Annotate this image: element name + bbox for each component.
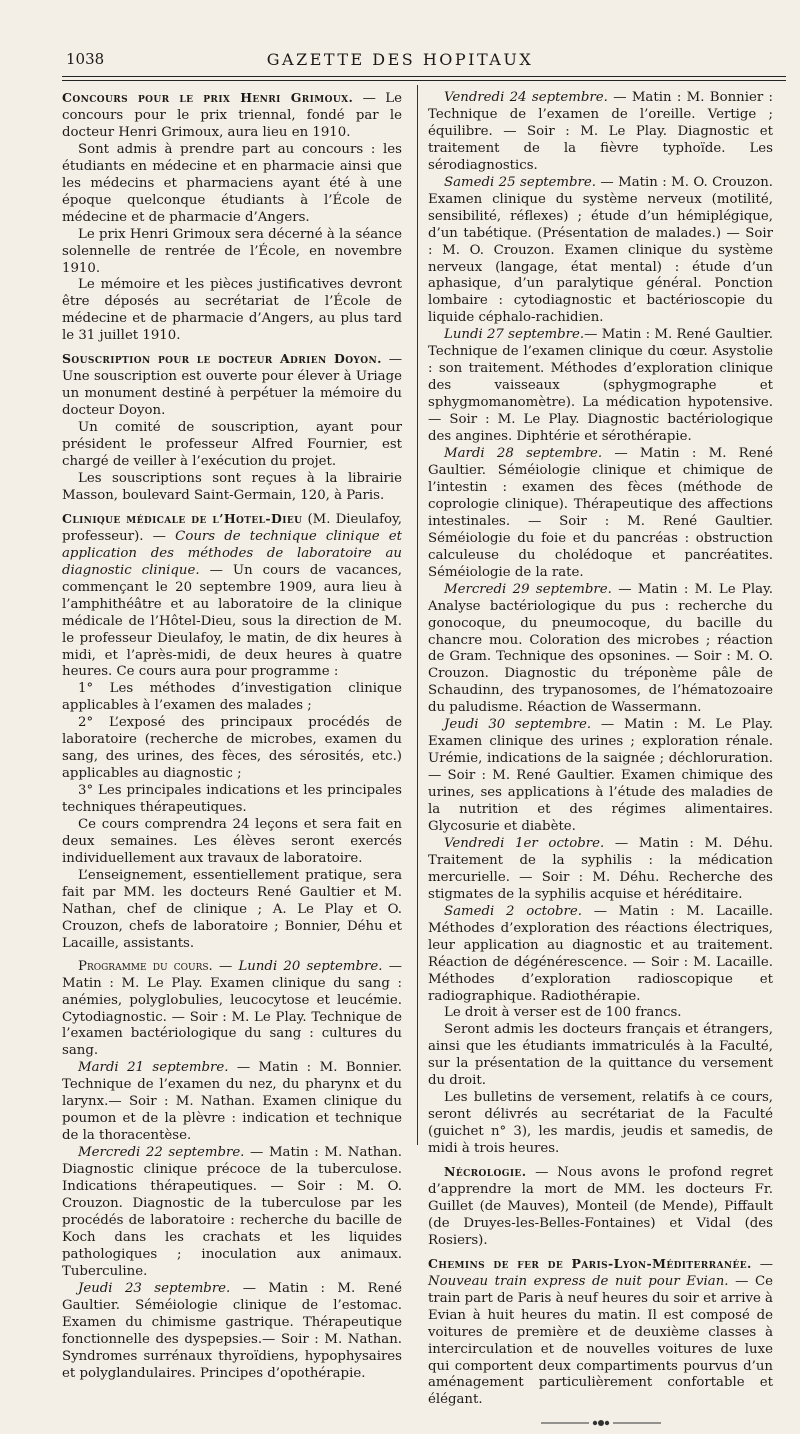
doyon-notice [62,351,402,420]
necrologie-notice [428,1164,773,1250]
day-text: — Matin : M. Le Play. Examen clinique des urines ; exploration rénale. Urémie, indications de la saignée ; déchloruration. — Soir : M. René Gaultier. Examen chimique des urines, ses applications à l’étude des maladies de la nutrition et des régimes alimentaires. Glycosurie et diabète. [428,717,773,834]
day-text: — Matin : M. René Gaultier. Séméiologie clinique de l’estomac. Examen du chimisme gastrique. Thérapeutique fonctionnelle des dyspepsies.— Soir : M. Nathan. Syndromes surrénaux thyroïdiens, hypophysaires et polyglandulaires. Principes d’opothérapie. [62,1280,402,1381]
day-date: Mercredi 29 septembre. [444,581,612,597]
programme-day: Programme du cours. — Lundi 20 septembre. — Matin : M. Le Play. Examen clinique du sang : anémies, polyglobulies, leucocytose et leucémie. Cytodiagnostic. — Soir : M. Le Play. Technique de l’examen bactériologique du sang : cultures du sang. [62,958,402,1059]
section-heading: Concours pour le prix Henri Grimoux. [62,90,354,105]
day-text: — Matin : M. Nathan. Diagnostic clinique précoce de la tuberculose. Indications thérapeutiques. — Soir : M. O. Crouzon. Diagnostic de la tuberculose par les procédés de laboratoire : recherche du bacille de Koch dans les crachats et les liquides pathologiques ; inoculation aux animaux. Tuberculine. [62,1145,402,1279]
programme-day [428,327,773,446]
day-text: — Matin : M. Déhu. Traitement de la syphilis : la médication mercurielle. — Soir : M. Déhu. Recherche des stigmates de la syphilis acquise et héréditaire. [428,835,773,902]
day-date: Lundi 27 septembre. [444,327,585,343]
paragraph: Le mémoire et les pièces justificatives devront être déposés au secrétariat de l’École de médecine et de pharmacie d’Angers, au plus tard le 31 juillet 1910. [62,277,402,344]
clinique-notice [62,511,402,682]
day-date: Jeudi 23 septembre. [78,1280,231,1296]
paragraph: Seront admis les docteurs français et étrangers, ainsi que les étudiants immatriculés à la Faculté, sur la présentation de la quittance du versement du droit. [428,1022,773,1089]
day-date: Mardi 28 septembre. [444,446,603,462]
section-heading: Programme du cours. [78,958,213,974]
day-text: — Matin : M. René Gaultier. Séméiologie clinique et chimique de l’intestin : examen des fèces (méthode de coprologie clinique). Thérapeutique des affections intestinales. — Soir : M. René Gaultier. Séméiologie du foie et du pancréas : obstruction calculeuse du cholédoque et pancréatites. Séméiologie de la rate. [428,446,773,580]
programme-day [428,582,773,718]
programme-day [428,836,773,904]
paragraph: Le prix Henri Grimoux sera décerné à la séance solennelle de rentrée de l’École, en novembre 1910. [62,226,402,276]
section-heading: Nécrologie. [444,1164,527,1180]
day-text: — Matin : M. Bonnier. Technique de l’examen du nez, du pharynx et du larynx.— Soir : M. Nathan. Examen clinique du poumon et de la plèvre : indication et technique de la thoracentèse. [62,1060,402,1144]
section-heading: Souscription pour le docteur Adrien Doyon. [62,351,382,367]
end-ornament-icon [428,1417,773,1434]
list-item: 2° L’exposé des principaux procédés de laboratoire (recherche de microbes, examen du sang, des urines, des fèces, des sérosités, etc.) applicables au diagnostic ; [62,715,402,782]
left-column [62,90,402,1382]
heading-dash: — [751,1256,773,1272]
paragraph-text: — Un cours de vacances, commençant le 20 septembre 1909, aura lieu à l’amphithéâtre et au laboratoire de la clinique médicale de l’Hôtel-Dieu, sous la direction de M. le professeur Dieulafoy, le matin, de dix heures à midi, et l’après-midi, de deux heures à quatre heures. Ce cours aura pour programme : [62,562,402,680]
day-date: Vendredi 24 septembre. [444,90,608,105]
paragraph: Les souscriptions sont reçues à la librairie Masson, boulevard Saint-Germain, 120, à Paris. [62,470,402,503]
journal-title: GAZETTE DES HOPITAUX [266,50,534,69]
day-date: Jeudi 30 septembre. [444,717,592,733]
day-text: — Matin : M. Le Play. Analyse bactériologique du pus : recherche du gonocoque, du pneumocoque, du bacille du chancre mou. Coloration des microbes ; réaction de Gram. Technique des opsonines. — Soir : M. O. Crouzon. Diagnostic du tréponème pâle de Schaudinn, des trypanosomes, de l’hématozoaire du paludisme. Réaction de Wassermann. [428,581,773,716]
list-item: 1° Les méthodes d’investigation clinique applicables à l’examen des malades ; [62,681,402,714]
section-heading: Chemins de fer de Paris-Lyon-Méditerranée. [428,1255,752,1271]
day-text: — Matin : M. Bonnier : Technique de l’examen de l’oreille. Vertige ; équilibre. — Soir : M. Le Play. Diagnostic et traitement de la fièvre typhoïde. Les sérodiagnostics. [428,90,773,173]
grimoux-notice [62,90,402,142]
paragraph-text: — Une souscription est ouverte pour élever à Uriage un monument destiné à perpétuer la mémoire du docteur Doyon. [62,352,402,419]
day-date: Mardi 21 septembre. [78,1060,229,1076]
day-date: Mercredi 22 septembre. [78,1145,245,1161]
programme-day [62,1145,402,1281]
day-date: Vendredi 1er octobre. [444,835,605,851]
section-heading: Clinique médicale de l’Hotel-Dieu [62,510,303,526]
paragraph: Un comité de souscription, ayant pour président le professeur Alfred Fournier, est chargé de veiller à l’exécution du projet. [62,420,402,470]
column-divider [417,85,418,1145]
programme-day [428,175,773,328]
day-date: Samedi 25 septembre. [444,174,596,190]
course-title: Cours de technique clinique et application des méthodes de laboratoire au diagnostic clinique. [62,528,403,578]
right-column [428,90,773,1434]
header-rule-thin [62,80,786,81]
day-text: — Matin : M. O. Crouzon. Examen clinique du système nerveux (motilité, sensibilité, réflexes) ; étude d’un hémiplégique, d’un tabétique. (Présentation de malades.) — Soir : M. O. Crouzon. Examen clinique du système nerveux (langage, état mental) : étude d’un aphasique, d’un paralytique général. Ponction lombaire : cytodiagnostic et bactérioscopie du liquide céphalo-rachidien. [428,174,773,326]
paragraph: Sont admis à prendre part au concours : les étudiants en médecine et en pharmacie ainsi que les médecins et pharmaciens ayant été à une époque quelconque étudiants à l’École de médecine et de pharmacie d’Angers. [62,141,402,225]
day-text: — Matin : M. René Gaultier. Technique de l’examen clinique du cœur. Asystolie : son traitement. Méthodes d’exploration clinique des vaisseaux (sphygmographe et sphygmomanomètre). La médication hypotensive. — Soir : M. Le Play. Diagnostic bactériologique des angines. Diphtérie et sérothérapie. [428,327,773,445]
chemins-notice [428,1256,773,1410]
list-item: 3° Les principales indications et les principales techniques thérapeutiques. [62,783,402,816]
programme-day [62,1060,402,1145]
paragraph-text: — Nous avons le profond regret d’apprendre la mort de MM. les docteurs Fr. Guillet (de Mauves), Monteil (de Mende), Piffault (de Druyes-les-Belles-Fontaines) et Vidal (des Rosiers). [428,1165,773,1248]
page-number: 1038 [66,50,105,68]
programme-day [428,446,773,582]
programme-day [62,1281,402,1383]
day-date: Lundi 20 septembre. [238,958,383,974]
paragraph-text: — Le concours pour le prix triennal, fondé par le docteur Henri Grimoux, aura lieu en 1910. [62,91,402,140]
programme-day [428,904,773,1006]
day-text: — Matin : M. Le Play. Examen clinique du sang : anémies, polyglobulies, leucocytose et leucémie. Cytodiagnostic. — Soir : M. Le Play. Technique de l’examen bactériologique du sang : cultures du sang. [62,958,402,1059]
train-title: Nouveau train express de nuit pour Evian. [428,1273,729,1289]
paragraph-text: — Ce train part de Paris à neuf heures du soir et arrive à Evian à huit heures du matin. Il est composé de voitures de première et de deuxième classes à intercirculation et de nouvelles voitures de luxe qui comportent deux compartiments pourvus d’un aménagement particulièrement confortable et élégant. [428,1273,774,1408]
day-date: Samedi 2 octobre. [444,903,582,919]
paragraph: Le droit à verser est de 100 francs. [444,1005,682,1021]
header-rule [62,76,786,77]
paragraph: Ce cours comprendra 24 leçons et sera fait en deux semaines. Les élèves seront exercés individuellement aux travaux de laboratoire. [62,817,402,866]
programme-day [428,717,773,836]
programme-day [428,90,773,175]
paragraph: L’enseignement, essentiellement pratique, sera fait par MM. les docteurs René Gaultier et M. Nathan, chef de clinique ; A. Le Play et O. Crouzon, chefs de laboratoire ; Bonnier, Déhu et Lacaille, assistants. [62,867,402,951]
paragraph: Les bulletins de versement, relatifs à ce cours, seront délivrés au secrétariat de la Faculté (guichet n° 3), les mardis, jeudis et samedis, de midi à trois heures. [428,1090,773,1157]
heading-parenthetical: (M. Dieulafoy, professeur). — [62,511,402,544]
day-text: — Matin : M. Lacaille. Méthodes d’exploration des réactions électriques, leur application au diagnostic et au traitement. Réaction de dégénérescence. — Soir : M. Lacaille. Méthodes d’exploration radioscopique et radiographique. Radiothérapie. [428,903,773,1004]
